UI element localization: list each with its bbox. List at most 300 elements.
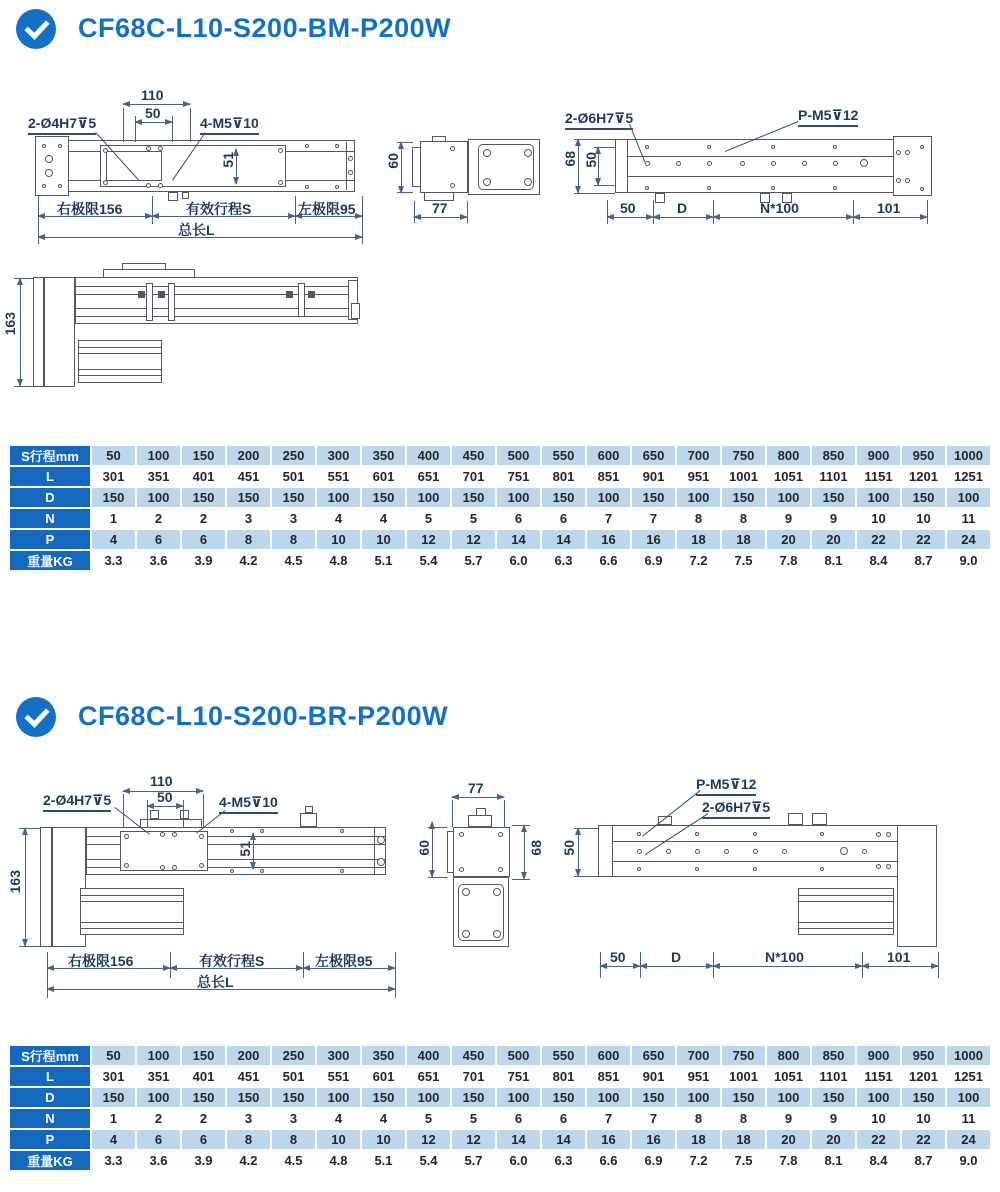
table-cell: 150	[182, 488, 225, 507]
drawing-shape	[160, 832, 165, 837]
table-cell: 3.3	[92, 551, 135, 570]
table-cell: 7.5	[722, 551, 765, 570]
table-cell: 751	[497, 1067, 540, 1086]
table-cell: 6	[182, 1130, 225, 1149]
dim-label-50: 50	[157, 789, 173, 805]
drawing-shape	[498, 867, 503, 872]
table-cell: 3.6	[137, 551, 180, 570]
drawing-shape	[920, 187, 924, 191]
table-cell: 500	[497, 1046, 540, 1065]
table-cell: 4	[92, 1130, 135, 1149]
drawing-shape	[753, 849, 758, 854]
table-cell: 250	[272, 1046, 315, 1065]
drawing-shape	[476, 808, 486, 816]
drawing-shape	[504, 800, 505, 827]
drawing-shape	[862, 966, 938, 967]
drawing-shape	[637, 832, 641, 836]
drawing-shape	[80, 922, 184, 923]
drawing-shape	[493, 930, 501, 938]
drawing-shape	[140, 819, 202, 828]
drawing-shape	[80, 895, 184, 896]
dim-label-68: 68	[528, 840, 544, 856]
dim-label-total-length: 总长L	[197, 974, 234, 990]
drawing-shape	[640, 966, 713, 967]
table-cell: 100	[137, 1088, 180, 1107]
drawing-shape	[103, 269, 195, 278]
drawing-shape	[150, 810, 159, 819]
row-header: D	[10, 488, 90, 507]
drawing-shape	[798, 928, 894, 929]
drawing-shape	[462, 888, 470, 896]
table-cell: 100	[317, 488, 360, 507]
table-cell: 4.2	[227, 1151, 270, 1170]
table-cell: 701	[452, 467, 495, 486]
dim-label-60: 60	[416, 840, 432, 856]
row-header: S行程mm	[10, 446, 90, 465]
drawing-shape	[432, 822, 433, 877]
drawing-shape	[676, 161, 681, 166]
table-cell: 8	[722, 1109, 765, 1128]
table-cell: 10	[857, 1109, 900, 1128]
table-cell: 350	[362, 446, 405, 465]
table-cell: 1151	[857, 1067, 900, 1086]
table-cell: 100	[677, 1088, 720, 1107]
table-cell: 3	[272, 1109, 315, 1128]
drawing-shape	[20, 278, 21, 386]
dim-label-stroke: 有效行程S	[199, 953, 265, 969]
drawing-shape	[172, 832, 177, 837]
table-cell: 5.4	[407, 551, 450, 570]
table-cell: 750	[722, 1046, 765, 1065]
table-cell: 150	[812, 1088, 855, 1107]
drawing-shape	[14, 278, 33, 279]
table-cell: 950	[902, 446, 945, 465]
drawing-shape	[833, 186, 837, 190]
table-cell: 900	[857, 446, 900, 465]
drawing-shape	[19, 828, 40, 829]
dim-label-right-limit: 右极限156	[57, 201, 123, 217]
table-cell: 6	[137, 530, 180, 549]
table-cell: 20	[767, 530, 810, 549]
drawing-shape	[122, 263, 166, 270]
table-row	[10, 509, 990, 528]
drawing-shape	[44, 277, 75, 387]
drawing-shape	[351, 303, 360, 319]
table-cell: 150	[542, 1088, 585, 1107]
table-cell: 450	[452, 446, 495, 465]
check-circle-icon	[16, 9, 56, 49]
drawing-shape	[812, 813, 827, 825]
dim-label-77: 77	[468, 780, 484, 796]
table-cell: 150	[722, 488, 765, 507]
drawing-shape	[346, 142, 347, 190]
table-cell: 5	[407, 509, 450, 528]
table-cell: 6	[542, 1109, 585, 1128]
table-cell: 100	[947, 1088, 990, 1107]
table-cell: 5.1	[362, 551, 405, 570]
table-cell: 6	[497, 1109, 540, 1128]
table-cell: 5.4	[407, 1151, 450, 1170]
table-cell: 9	[812, 509, 855, 528]
table-cell: 950	[902, 1046, 945, 1065]
drawing-shape	[600, 966, 640, 967]
table-cell: 100	[587, 1088, 630, 1107]
table-cell: 900	[857, 1046, 900, 1065]
table-cell: 12	[452, 1130, 495, 1149]
drawing-shape	[305, 144, 309, 148]
table-cell: 1251	[947, 467, 990, 486]
table-cell: 16	[587, 1130, 630, 1149]
drawing-shape	[798, 895, 894, 896]
table-cell: 5	[407, 1109, 450, 1128]
drawing-shape	[655, 193, 665, 203]
drawing-shape	[753, 867, 757, 871]
table-cell: 150	[452, 488, 495, 507]
dim-label-101: 101	[877, 200, 901, 216]
table-cell: 650	[632, 446, 675, 465]
table-cell: 3	[227, 509, 270, 528]
table-cell: 10	[902, 1109, 945, 1128]
table-cell: 200	[227, 446, 270, 465]
thread-callout-P-M5: P-M5⊽12	[798, 107, 858, 127]
hole-callout-4-M5: 4-M5⊽10	[219, 794, 278, 814]
drawing-shape	[78, 369, 162, 370]
table-cell: 150	[362, 1088, 405, 1107]
table-row	[10, 1109, 990, 1128]
table-cell: 551	[317, 467, 360, 486]
table-cell: 10	[362, 530, 405, 549]
drawing-shape	[152, 196, 153, 224]
table-cell: 3	[227, 1109, 270, 1128]
drawing-shape	[893, 136, 932, 196]
drawing-shape	[199, 863, 204, 868]
table-cell: 150	[227, 1088, 270, 1107]
table-cell: 601	[362, 1067, 405, 1086]
dim-label-110: 110	[141, 87, 164, 103]
drawing-shape	[305, 185, 309, 189]
table-cell: 550	[542, 1046, 585, 1065]
dim-label-b50: 50	[610, 949, 626, 965]
table-cell: 6.3	[542, 551, 585, 570]
table-cell: 7	[587, 1109, 630, 1128]
drawing-shape	[58, 144, 62, 148]
drawing-shape	[896, 150, 901, 155]
table-cell: 11	[947, 1109, 990, 1128]
row-header: S行程mm	[10, 1046, 90, 1065]
table-cell: 600	[587, 1046, 630, 1065]
drawing-shape	[135, 122, 172, 123]
table-cell: 14	[542, 530, 585, 549]
drawing-shape	[574, 139, 615, 140]
table-cell: 351	[137, 467, 180, 486]
table-cell: 901	[632, 467, 675, 486]
drawing-shape	[524, 178, 532, 186]
table-cell: 1000	[947, 446, 990, 465]
thread-callout-P-M5: P-M5⊽12	[696, 776, 756, 796]
drawing-shape	[452, 797, 504, 798]
dim-label-101: 101	[887, 949, 911, 965]
table-cell: 10	[902, 509, 945, 528]
drawing-shape	[627, 176, 893, 177]
drawing-shape	[607, 217, 653, 218]
drawing-shape	[798, 922, 894, 923]
drawing-shape	[771, 161, 776, 166]
drawing-shape	[483, 178, 491, 186]
dim-label-110: 110	[150, 773, 173, 789]
drawing-shape	[230, 829, 234, 833]
table-cell: 7.8	[767, 551, 810, 570]
dim-label-left-limit: 左极限95	[298, 201, 356, 217]
drawing-shape	[397, 142, 413, 143]
section1-title: CF68C-L10-S200-BM-P200W	[78, 13, 452, 43]
row-header: N	[10, 1109, 90, 1128]
table-cell: 301	[92, 1067, 135, 1086]
drawing-shape	[820, 867, 824, 871]
table-cell: 850	[812, 446, 855, 465]
table-cell: 4.8	[317, 551, 360, 570]
drawing-shape	[920, 145, 924, 149]
drawing-shape	[124, 834, 129, 839]
table-cell: 5.1	[362, 1151, 405, 1170]
table-cell: 200	[227, 1046, 270, 1065]
drawing-shape	[45, 155, 53, 163]
drawing-shape	[158, 146, 163, 151]
table-cell: 22	[857, 530, 900, 549]
drawing-shape	[103, 180, 108, 185]
table-cell: 2	[182, 509, 225, 528]
dim-label-163: 163	[2, 312, 18, 336]
row-header: L	[10, 467, 90, 486]
table-cell: 451	[227, 467, 270, 486]
table-cell: 9.0	[947, 1151, 990, 1170]
table-cell: 150	[362, 488, 405, 507]
drawing-shape	[203, 794, 204, 827]
drawing-shape	[146, 183, 151, 188]
table-cell: 16	[632, 1130, 675, 1149]
drawing-shape	[78, 353, 162, 354]
dim-label-68: 68	[562, 151, 578, 167]
drawing-shape	[740, 161, 745, 166]
table-cell: 8	[722, 509, 765, 528]
drawing-shape	[147, 806, 183, 807]
table-cell: 1101	[812, 1067, 855, 1086]
table-cell: 100	[767, 1088, 810, 1107]
table-cell: 150	[812, 488, 855, 507]
drawing-shape	[905, 150, 910, 155]
table-cell: 2	[137, 509, 180, 528]
drawing-shape	[637, 849, 642, 854]
table-cell: 20	[812, 1130, 855, 1149]
table-cell: 8.7	[902, 1151, 945, 1170]
drawing-shape	[574, 828, 598, 829]
drawing-shape	[340, 829, 344, 833]
table-cell: 150	[902, 1088, 945, 1107]
drawing-shape	[75, 286, 358, 287]
table-cell: 8.4	[857, 551, 900, 570]
table-cell: 901	[632, 1067, 675, 1086]
drawing-shape	[862, 849, 867, 854]
table-cell: 9.0	[947, 551, 990, 570]
dim-label-stroke: 有效行程S	[186, 201, 252, 217]
table-cell: 10	[857, 509, 900, 528]
table-cell: 800	[767, 1046, 810, 1065]
table-cell: 4	[92, 530, 135, 549]
table-cell: 11	[947, 509, 990, 528]
drawing-shape	[19, 946, 40, 947]
drawing-shape	[414, 217, 467, 218]
row-header: P	[10, 530, 90, 549]
table-cell: 100	[137, 488, 180, 507]
table-cell: 14	[542, 1130, 585, 1149]
drawing-shape	[190, 108, 191, 142]
table-cell: 8	[677, 1109, 720, 1128]
table-cell: 150	[632, 1088, 675, 1107]
drawing-shape	[397, 192, 413, 193]
drawing-shape	[833, 145, 837, 149]
drawing-shape	[653, 200, 654, 224]
table-cell: 8	[272, 1130, 315, 1149]
table-cell: 801	[542, 467, 585, 486]
drawing-shape	[462, 930, 470, 938]
dim-label-total-length: 总长L	[178, 222, 215, 238]
table-cell: 700	[677, 446, 720, 465]
drawing-shape	[653, 217, 713, 218]
table-cell: 8.1	[812, 551, 855, 570]
table-cell: 100	[407, 488, 450, 507]
drawing-shape	[401, 142, 402, 193]
drawing-shape	[348, 170, 353, 175]
table-cell: 401	[182, 467, 225, 486]
drawing-shape	[886, 832, 891, 837]
table-cell: 3.6	[137, 1151, 180, 1170]
drawing-shape	[788, 813, 803, 825]
table-cell: 22	[902, 1130, 945, 1149]
dim-label-N100: N*100	[760, 200, 799, 216]
hole-callout-2-4H7: 2-Ø4H7⊽5	[43, 792, 111, 812]
drawing-shape	[452, 800, 453, 827]
table-cell: 350	[362, 1046, 405, 1065]
table-cell: 150	[272, 1088, 315, 1107]
drawing-shape	[578, 828, 579, 876]
table-row	[10, 1046, 990, 1065]
table-row	[10, 446, 990, 465]
drawing-shape	[260, 829, 264, 833]
dim-label-50v: 50	[583, 152, 599, 168]
table-cell: 501	[272, 467, 315, 486]
table-cell: 18	[677, 530, 720, 549]
drawing-shape	[607, 200, 608, 224]
drawing-shape	[124, 863, 129, 868]
table-cell: 1151	[857, 467, 900, 486]
table-row	[10, 551, 990, 570]
drawing-shape	[574, 876, 598, 877]
table-row	[10, 1151, 990, 1170]
table-cell: 1201	[902, 467, 945, 486]
drawing-shape	[78, 347, 162, 348]
drawing-shape	[335, 185, 339, 189]
table-cell: 1051	[767, 467, 810, 486]
table-cell: 651	[407, 467, 450, 486]
table-cell: 651	[407, 1067, 450, 1086]
table-row	[10, 530, 990, 549]
table-cell: 100	[947, 488, 990, 507]
drawing-shape	[432, 136, 446, 142]
table-cell: 18	[722, 1130, 765, 1149]
drawing-shape	[78, 375, 162, 376]
table-cell: 2	[182, 1109, 225, 1128]
table-cell: 150	[632, 488, 675, 507]
table-cell: 14	[497, 530, 540, 549]
drawing-shape	[80, 928, 184, 929]
dim-label-51: 51	[237, 841, 253, 857]
table-cell: 8	[227, 530, 270, 549]
dim-label-77: 77	[432, 200, 448, 216]
drawing-shape	[428, 827, 447, 828]
table-cell: 2	[137, 1109, 180, 1128]
table-cell: 12	[407, 530, 450, 549]
table-cell: 18	[722, 530, 765, 549]
table-cell: 18	[677, 1130, 720, 1149]
table-cell: 7	[632, 509, 675, 528]
drawing-shape	[876, 832, 881, 837]
table-cell: 8	[677, 509, 720, 528]
table-cell: 150	[902, 488, 945, 507]
table-cell: 100	[497, 1088, 540, 1107]
drawing-shape	[645, 161, 650, 166]
table-cell: 450	[452, 1046, 495, 1065]
drawing-shape	[771, 186, 775, 190]
drawing-shape	[420, 141, 468, 193]
table-cell: 24	[947, 530, 990, 549]
table-cell: 150	[542, 488, 585, 507]
drawing-shape	[896, 178, 901, 183]
dim-label-D: D	[677, 200, 688, 216]
table-cell: 9	[812, 1109, 855, 1128]
drawing-shape	[199, 834, 204, 839]
table-cell: 150	[722, 1088, 765, 1107]
drawing-shape	[886, 864, 891, 869]
drawing-shape	[103, 148, 108, 153]
table-cell: 4.8	[317, 1151, 360, 1170]
table-cell: 100	[137, 1046, 180, 1065]
table-cell: 150	[92, 1088, 135, 1107]
table-cell: 851	[587, 467, 630, 486]
drawing-shape	[459, 867, 464, 872]
dim-label-right-limit: 右极限156	[68, 953, 134, 969]
table-cell: 100	[137, 446, 180, 465]
drawing-shape	[146, 283, 153, 321]
drawing-shape	[160, 865, 165, 870]
drawing-shape	[782, 849, 787, 854]
drawing-shape	[182, 192, 189, 199]
drawing-shape	[627, 139, 628, 193]
drawing-shape	[713, 217, 853, 218]
drawing-shape	[695, 832, 699, 836]
table-cell: 9	[767, 509, 810, 528]
drawing-shape	[447, 831, 454, 873]
drawing-shape	[295, 196, 296, 224]
table-cell: 1101	[812, 467, 855, 486]
table-cell: 150	[182, 446, 225, 465]
drawing-shape	[512, 825, 530, 826]
drawing-shape	[260, 869, 264, 873]
table-cell: 650	[632, 1046, 675, 1065]
drawing-shape	[574, 193, 615, 194]
drawing-shape	[172, 865, 177, 870]
table-cell: 16	[632, 530, 675, 549]
drawing-shape	[180, 810, 189, 819]
drawing-shape	[33, 277, 44, 387]
